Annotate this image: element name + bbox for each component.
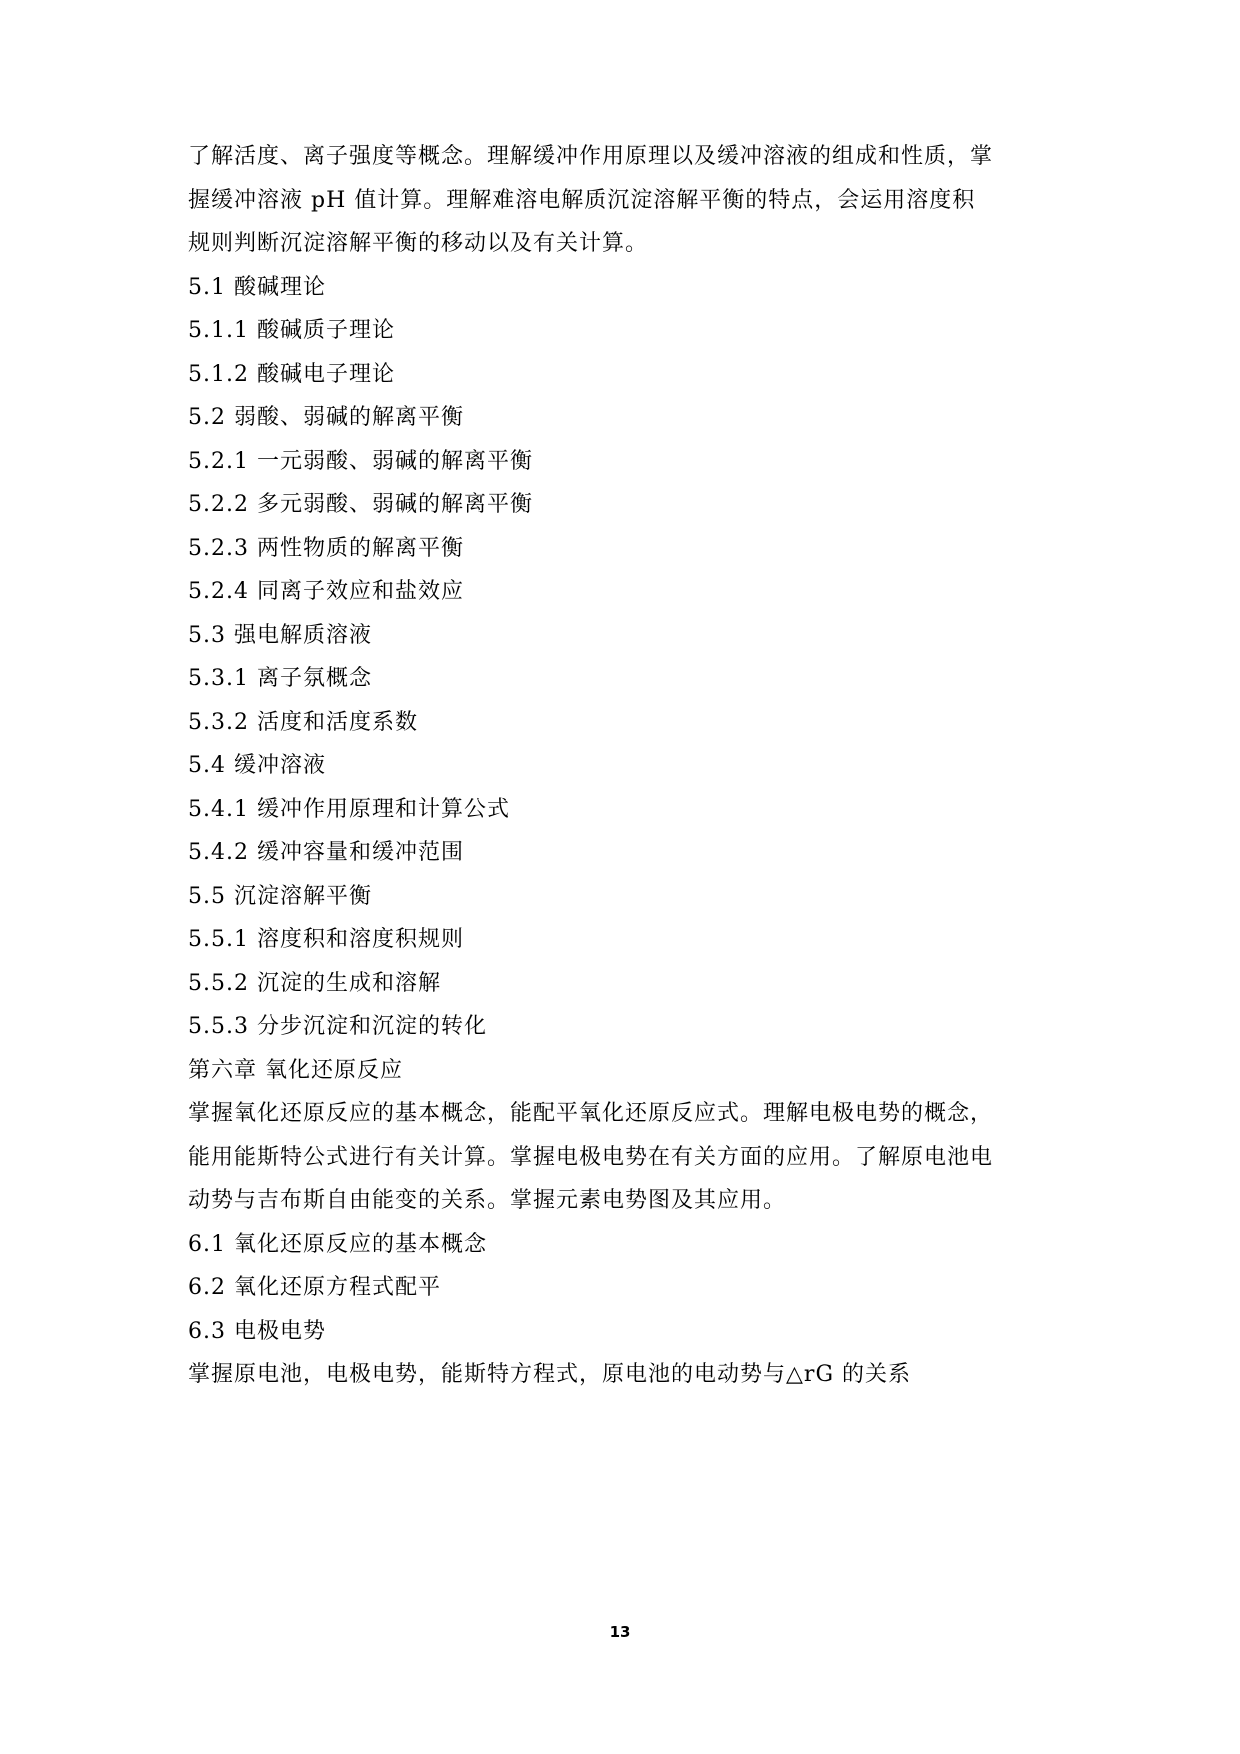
section-heading: 6.2 氧化还原方程式配平: [188, 1275, 441, 1300]
subsection-heading: 5.2.4 同离子效应和盐效应: [188, 579, 464, 604]
section-heading: 6.1 氧化还原反应的基本概念: [188, 1232, 487, 1257]
subsection-heading: 5.3.1 离子氛概念: [188, 666, 372, 691]
page-number: 13: [609, 1623, 631, 1641]
intro-paragraph-line: 握缓冲溶液 pH 值计算。理解难溶电解质沉淀溶解平衡的特点，会运用溶度积: [188, 188, 976, 213]
chapter-intro-line: 掌握氧化还原反应的基本概念，能配平氧化还原反应式。理解电极电势的概念，: [188, 1101, 994, 1126]
section-heading: 5.5 沉淀溶解平衡: [188, 884, 372, 909]
subsection-heading: 5.2.3 两性物质的解离平衡: [188, 536, 464, 561]
subsection-heading: 5.4.1 缓冲作用原理和计算公式: [188, 797, 510, 822]
subsection-heading: 5.3.2 活度和活度系数: [188, 710, 418, 735]
subsection-heading: 5.4.2 缓冲容量和缓冲范围: [188, 840, 464, 865]
section-heading: 5.2 弱酸、弱碱的解离平衡: [188, 405, 464, 430]
section-heading: 5.3 强电解质溶液: [188, 623, 372, 648]
chapter-intro-line: 动势与吉布斯自由能变的关系。掌握元素电势图及其应用。: [188, 1188, 787, 1213]
subsection-heading: 5.1.2 酸碱电子理论: [188, 362, 395, 387]
intro-paragraph-line: 了解活度、离子强度等概念。理解缓冲作用原理以及缓冲溶液的组成和性质，掌: [188, 144, 994, 169]
subsection-heading: 5.2.2 多元弱酸、弱碱的解离平衡: [188, 492, 533, 517]
section-heading: 5.4 缓冲溶液: [188, 753, 326, 778]
section-description: 掌握原电池，电极电势，能斯特方程式，原电池的电动势与△rG 的关系: [188, 1362, 912, 1387]
subsection-heading: 5.5.2 沉淀的生成和溶解: [188, 971, 441, 996]
section-heading: 5.1 酸碱理论: [188, 275, 326, 300]
subsection-heading: 5.1.1 酸碱质子理论: [188, 318, 395, 343]
section-heading: 6.3 电极电势: [188, 1319, 326, 1344]
subsection-heading: 5.2.1 一元弱酸、弱碱的解离平衡: [188, 449, 533, 474]
chapter-intro-line: 能用能斯特公式进行有关计算。掌握电极电势在有关方面的应用。了解原电池电: [188, 1145, 994, 1170]
intro-paragraph-line: 规则判断沉淀溶解平衡的移动以及有关计算。: [188, 231, 649, 256]
chapter-title: 第六章 氧化还原反应: [188, 1058, 403, 1083]
subsection-heading: 5.5.3 分步沉淀和沉淀的转化: [188, 1014, 487, 1039]
subsection-heading: 5.5.1 溶度积和溶度积规则: [188, 927, 464, 952]
